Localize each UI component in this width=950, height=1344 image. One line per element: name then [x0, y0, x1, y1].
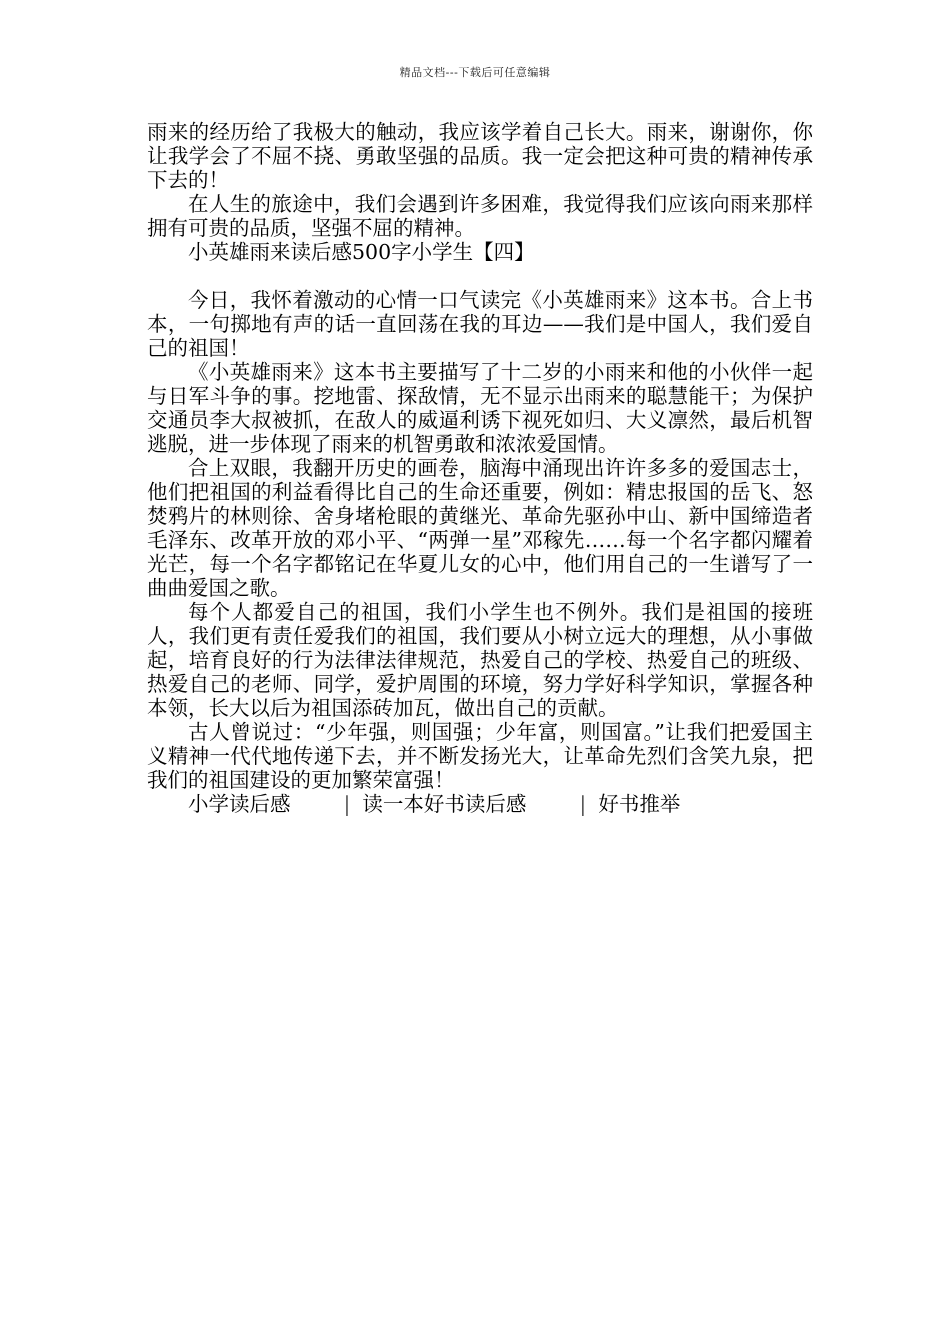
paragraph-7: 古人曾说过：“少年强，则国强；少年富，则国富。”让我们把爱国主义精神一代代地传递下去，并不断发扬光大，让革命先烈们含笑九泉，把我们的祖国建设的更加繁荣富强！ — [147, 720, 813, 792]
tag-links — [147, 792, 813, 816]
page-header: 精品文档---下载后可任意编辑 — [399, 66, 551, 79]
paragraph-6: 每个人都爱自己的祖国，我们小学生也不例外。我们是祖国的接班人，我们更有责任爱我们的祖国，我们要从小树立远大的理想，从小事做起，培育良好的行为法律法律规范，热爱自己的学校、热爱自己的班级、热爱自己的老师、同学，爱护周围的环境，努力学好科学知识，掌握各种本领，长大以后为祖国添砖加瓦，做出自己的贡献。 — [147, 600, 813, 720]
tag-link-book-recommendations[interactable]: 好书推举 — [598, 792, 681, 816]
tag-link-primary-school-reviews[interactable]: 小学读后感 — [188, 792, 291, 816]
paragraph-4: 《小英雄雨来》这本书主要描写了十二岁的小雨来和他的小伙伴一起与日军斗争的事。挖地雷、探敌情，无不显示出雨来的聪慧能干；为保护交通员李大叔被抓，在敌人的威逼利诱下视死如归、大义凛然，最后机智逃脱，进一步体现了雨来的机智勇敢和浓浓爱国情。 — [147, 360, 813, 456]
tag-separator: | — [579, 792, 587, 816]
section-heading: 小英雄雨来读后感500字小学生【四】 — [188, 240, 535, 264]
paragraph-2: 在人生的旅途中，我们会遇到许多困难，我觉得我们应该向雨来那样拥有可贵的品质，坚强不屈的精神。 — [147, 192, 813, 240]
paragraph-5: 合上双眼，我翻开历史的画卷，脑海中涌现出许许多多的爱国志士，他们把祖国的利益看得比自己的生命还重要，例如：精忠报国的岳飞、怒焚鸦片的林则徐、舍身堵枪眼的黄继光、革命先驱孙中山、新中国缔造者毛泽东、改革开放的邓小平、“两弹一星”邓稼先……每一个名字都闪耀着光芒，每一个名字都铭记在华夏儿女的心中，他们用自己的一生谱写了一曲曲爱国之歌。 — [147, 456, 813, 600]
paragraph-3: 今日，我怀着激动的心情一口气读完《小英雄雨来》这本书。合上书本，一句掷地有声的话一直回荡在我的耳边——我们是中国人，我们爱自己的祖国！ — [147, 288, 813, 360]
blank-line — [147, 264, 813, 288]
tag-separator: | — [343, 792, 351, 816]
paragraph-1: 雨来的经历给了我极大的触动，我应该学着自己长大。雨来，谢谢你，你让我学会了不屈不挠、勇敢坚强的品质。我一定会把这种可贵的精神传承下去的！ — [147, 120, 813, 192]
document-body — [147, 120, 813, 816]
tag-link-good-book-reviews[interactable]: 读一本好书读后感 — [362, 792, 527, 816]
